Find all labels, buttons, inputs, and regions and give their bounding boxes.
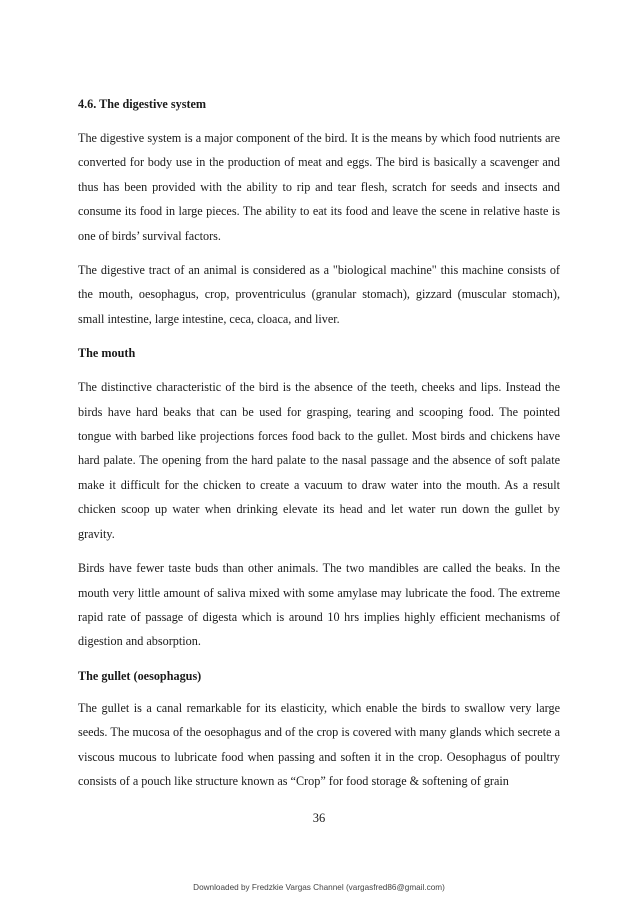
download-footer: Downloaded by Fredzkie Vargas Channel (vargasfred86@gmail.com) [193,883,445,892]
paragraph-intro: The digestive system is a major component of the bird. It is the means by which food nutrients are converted for body use in the production of meat and eggs. The bird is basically a scavenger and thus has been provided with the ability to rip and tear flesh, scratch for seeds and insects and consume its food in large pieces. The ability to eat its food and leave the scene in relative haste is one of birds’ survival factors. [78,131,560,243]
paragraph-mouth-1: The distinctive characteristic of the bird is the absence of the teeth, cheeks and lips. Instead the birds have hard beaks that can be used for grasping, tearing and scooping food. The pointed tongue with barbed like projections forces food back to the gullet. Most birds and chickens have hard palate. The opening from the hard palate to the nasal passage and the absence of soft palate make it difficult for the chicken to create a vacuum to draw water into the mouth. As a result chicken scoop up water when drinking elevate its head and let water run down the gullet by gravity. [78,380,560,541]
page-content [78,92,560,793]
subheading-gullet: The gullet (oesophagus) [78,668,202,683]
paragraph-gullet: The gullet is a canal remarkable for its elasticity, which enable the birds to swallow very large seeds. The mucosa of the oesophagus and of the crop is covered with many glands which secrete a viscous mucous to lubricate food when passing and soften it in the crop. Oesophagus of poultry consists of a pouch like structure known as “Crop” for food storage & softening of grain [78,700,560,788]
paragraph-digestive-tract: The digestive tract of an animal is considered as a "biological machine" this machine consists of the mouth, oesophagus, crop, proventriculus (granular stomach), gizzard (muscular stomach), small intestine, large intestine, ceca, cloaca, and liver. [78,263,560,326]
page-number: 36 [312,811,326,825]
subheading-mouth: The mouth [78,346,136,361]
paragraph-mouth-2: Birds have fewer taste buds than other animals. The two mandibles are called the beaks. In the mouth very little amount of saliva mixed with some amylase may lubricate the food. The extreme rapid rate of passage of digesta which is around 10 hrs implies highly efficient mechanisms of digestion and absorption. [78,561,560,649]
section-heading: 4.6. The digestive system [78,97,207,111]
